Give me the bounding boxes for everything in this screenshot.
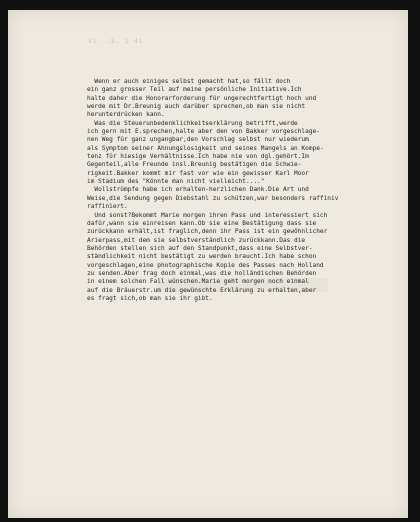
text-line: ein ganz grosser Teil auf meine persönliche Initiative.Ich xyxy=(87,86,302,94)
text-line: ständlichkeit nicht bestätigt zu werden braucht.Ich habe schon xyxy=(87,253,317,261)
text-line: raffiniert. xyxy=(87,203,128,211)
text-line: zurückkann erhält,ist fraglich,denn ihr Pass ist ein gewöhnlicher xyxy=(87,228,328,236)
text-line: Wenn er auch einiges selbst gemacht hat,so fällt doch xyxy=(87,78,291,85)
text-line: im Stadium des "Könnte man nicht vielleicht...." xyxy=(87,178,265,186)
text-line: in einem solchen Fall wünschen.Marie geht morgen noch einmal xyxy=(87,278,309,286)
text-line: tenz für hiesige Verhältnisse.Ich habe nie von dgl.gehört.Im xyxy=(87,153,309,161)
text-line: Behörden stellen sich auf den Standpunkt,dass eine Selbstver- xyxy=(87,244,313,252)
text-line: Arierpass,mit dem sie selbstverständlich zurückkann.Das die xyxy=(87,236,306,244)
text-line: als Symptom seiner Ahnungslosigkeit und seines Mangels an Kompe- xyxy=(87,144,324,152)
text-line: auf die Bräuerstr.um die gewünschte Erklärung zu erhalten,aber xyxy=(87,286,317,294)
letter-body xyxy=(87,78,407,303)
text-line: Wollstrümpfe habe ich erhalten-herzlichen Dank.Die Art und xyxy=(87,186,309,194)
text-line: Und sonst?Bekommt Marie morgen ihren Pass und interessiert sich xyxy=(87,211,328,219)
text-line: vorgeschlagen,eine photographische Kopie des Passes nach Holland xyxy=(87,261,324,269)
text-line: es fragt sich,ob man sie ihr gibt. xyxy=(87,294,213,302)
text-line: Weise,die Sendung gegen Diebstahl zu schützen,war besonders raffiniv xyxy=(87,194,339,202)
text-line: zu senden.Aber frag doch einmal,was die holländischen Behörden xyxy=(87,269,317,277)
faint-header-mark: Vi. .S. 1 41 xyxy=(88,38,144,45)
letter-page xyxy=(8,10,408,518)
text-line: nen Weg für ganz ungangbar,den Vorschlag selbst nur wiederum xyxy=(87,136,309,144)
text-line: Gegenteil,alle Freunde insl.Breunig bestätigen die Schwie- xyxy=(87,161,302,169)
text-line: halte daher die Honorarforderung für ungerechtfertigt hoch und xyxy=(87,94,317,102)
text-line: Was die Steuerunbedenklichkeitserklärung betrifft,werde xyxy=(87,119,298,127)
text-line: dafür,wann sie einreisen kann.Ob sie eine Bestätigung dass sie xyxy=(87,219,317,227)
text-line: ich gern mit E.sprechen,halte aber den von Bakker vorgeschlage- xyxy=(87,128,320,136)
text-line: werde mit Dr.Breunig auch darüber sprechen,ob man sie nicht xyxy=(87,103,306,111)
text-line: rigkeit.Bakker kommt mir fast vor wie ein gewisser Karl Moor xyxy=(87,169,309,177)
text-line: herunterdrücken kann. xyxy=(87,111,165,119)
